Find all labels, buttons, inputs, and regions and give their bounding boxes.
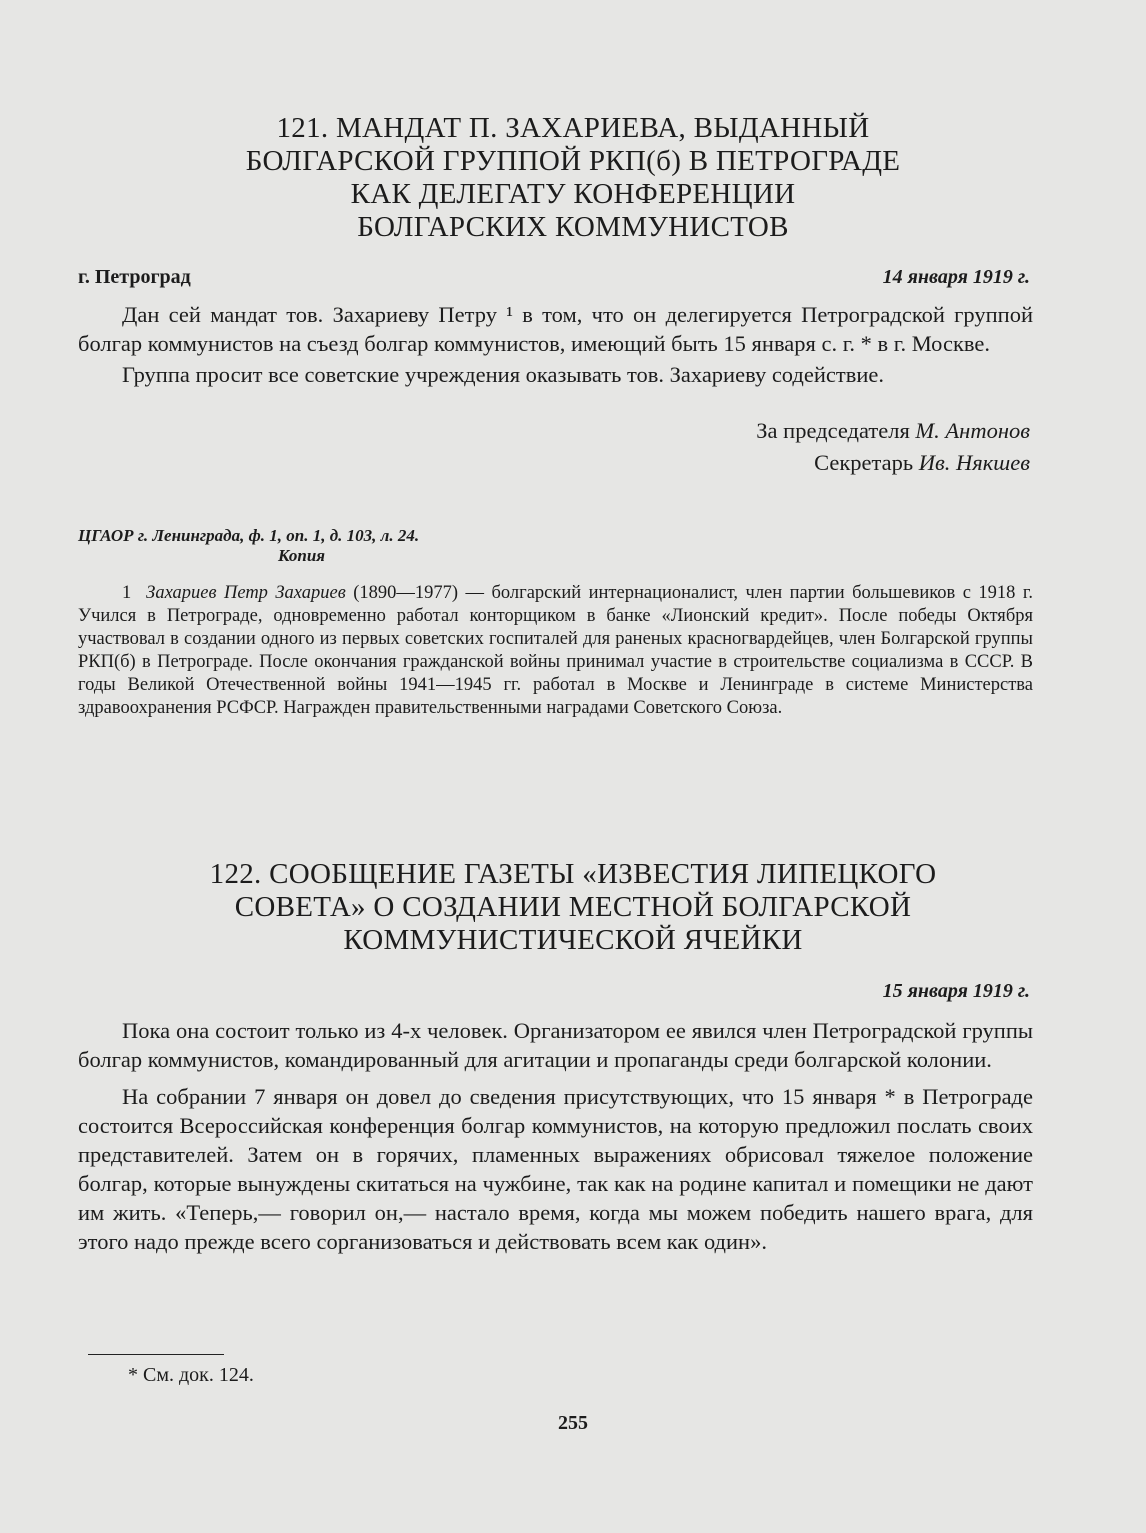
doc121-paragraph: Дан сей мандат тов. Захариеву Петру ¹ в том, что он делегируется Петроградской группой болгар коммунистов на съезд болгар коммунистов, имеющий быть 15 января с. г. * в г. Москве.: [78, 302, 1033, 356]
signature-line: [756, 416, 1030, 445]
signature-name: М. Антонов: [915, 418, 1030, 443]
doc121-body: [78, 300, 1033, 389]
doc121-place: г. Петроград: [78, 266, 191, 288]
footnote-divider: [88, 1354, 224, 1355]
doc121-archive: [78, 526, 419, 566]
footnote-number: 1: [122, 583, 132, 603]
doc122-paragraph: На собрании 7 января он довел до сведения присутствующих, что 15 января * в Петрограде состоится Всероссийская конференция болгар коммунистов, на которую предложил послать своих представителей. Затем он в горячих, пламенных выражениях обрисовал тяжелое положение болгар, которые вынуждены скитаться на чужбине, так как на родине капитал и помещики не дают им жить. «Теперь,— говорил он,— настало время, когда мы можем победить нашего врага, для этого надо прежде всего сорганизоваться и действовать всем как один».: [78, 1084, 1033, 1254]
doc121-title-line: 121. МАНДАТ П. ЗАХАРИЕВА, ВЫДАННЫЙ: [276, 112, 870, 144]
doc122-footnote: * См. док. 124.: [128, 1364, 254, 1386]
doc122-body: [78, 1016, 1033, 1256]
doc121-paragraph: Группа просит все советские учреждения оказывать тов. Захариеву содействие.: [122, 362, 884, 387]
footnote-person-name: Захариев Петр Захариев: [146, 583, 346, 603]
footnote-text: (1890—1977) — болгарский интернационалист, член партии большевиков с 1918 г. Учился в Петрограде, одновременно работал конторщиком в банке «Лионский кредит». После победы Октября участвовал в создании одного из первых советских госпиталей для раненых красногвардейцев, член Болгарской группы РКП(б) в Петрограде. После окончания гражданской войны принимал участие в строительстве социализма в СССР. В годы Великой Отечественной войны 1941—1945 гг. работал в Москве и Ленинграде в системе Министерства здравоохранения РСФСР. Награжден правительственными наградами Советского Союза.: [78, 583, 1033, 718]
doc122-date: 15 января 1919 г.: [882, 980, 1030, 1002]
archive-reference: ЦГАОР г. Ленинграда, ф. 1, оп. 1, д. 103, л. 24.: [78, 526, 420, 545]
doc122-paragraph: Пока она состоит только из 4-х человек. Организатором ее явился член Петроградской группы болгар коммунистов, командированный для агитации и пропаганды среди болгарской колонии.: [78, 1018, 1033, 1072]
doc122-title-line: 122. СООБЩЕНИЕ ГАЗЕТЫ «ИЗВЕСТИЯ ЛИПЕЦКОГО: [209, 858, 937, 890]
signature-name: Ив. Някшев: [918, 450, 1030, 475]
footnote-paragraph: [78, 582, 1033, 720]
doc121-signature: [756, 416, 1030, 477]
signature-role: Секретарь: [814, 450, 914, 475]
signature-line: [756, 448, 1030, 477]
page-number: 255: [558, 1412, 588, 1434]
doc122-title: [60, 858, 1086, 957]
doc121-title-line: КАК ДЕЛЕГАТУ КОНФЕРЕНЦИИ: [350, 178, 796, 210]
doc122-title-line: КОММУНИСТИЧЕСКОЙ ЯЧЕЙКИ: [343, 924, 803, 956]
doc121-title: [60, 112, 1086, 244]
doc122-title-line: СОВЕТА» О СОЗДАНИИ МЕСТНОЙ БОЛГАРСКОЙ: [234, 891, 912, 923]
doc121-title-line: БОЛГАРСКОЙ ГРУППОЙ РКП(б) В ПЕТРОГРАДЕ: [245, 145, 901, 177]
doc121-footnote: [78, 582, 1033, 720]
signature-role: За председателя: [756, 418, 910, 443]
archive-note: Копия: [278, 546, 326, 565]
doc121-title-line: БОЛГАРСКИХ КОММУНИСТОВ: [357, 211, 789, 243]
doc121-date: 14 января 1919 г.: [882, 266, 1030, 288]
